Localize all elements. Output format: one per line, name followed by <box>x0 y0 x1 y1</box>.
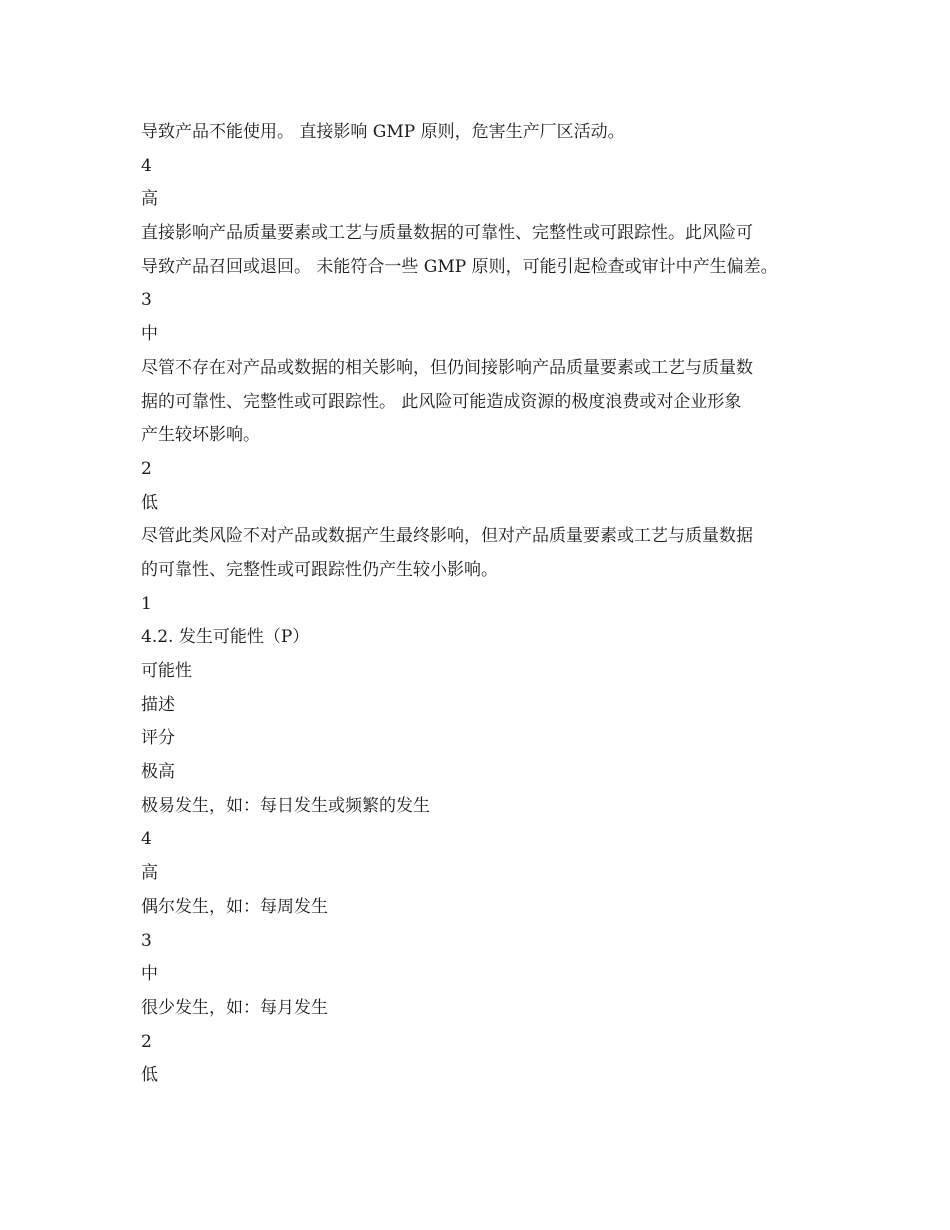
text-line: 的可靠性、完整性或可跟踪性仍产生较小影响。 <box>141 559 498 580</box>
text-line: 直接影响产品质量要素或工艺与质量数据的可靠性、完整性或可跟踪性。此风险可 <box>141 223 753 244</box>
score-value: 1 <box>141 593 152 614</box>
probability-level: 低 <box>141 1065 158 1086</box>
probability-level: 极高 <box>141 762 175 783</box>
text-line: 很少发生，如：每月发生 <box>141 997 328 1018</box>
text-line: 导致产品不能使用。 直接影响 GMP 原则，危害生产厂区活动。 <box>141 122 625 142</box>
table-header-probability: 可能性 <box>141 661 192 681</box>
score-value: 2 <box>141 1031 152 1052</box>
probability-level: 中 <box>141 964 158 985</box>
section-heading: 4.2. 发生可能性（P） <box>141 627 310 648</box>
score-value: 3 <box>141 930 152 951</box>
score-value: 3 <box>141 290 152 311</box>
text-line: 导致产品召回或退回。 未能符合一些 GMP 原则，可能引起检查或审计中产生偏差。 <box>141 256 778 277</box>
table-header-score: 评分 <box>141 728 175 749</box>
probability-level: 高 <box>141 863 158 884</box>
severity-level: 高 <box>141 189 158 210</box>
severity-level: 低 <box>141 492 158 513</box>
text-line: 尽管不存在对产品或数据的相关影响，但仍间接影响产品质量要素或工艺与质量数 <box>141 357 753 378</box>
text-line: 产生较坏影响。 <box>141 425 260 446</box>
text-line: 极易发生，如：每日发生或频繁的发生 <box>141 795 430 816</box>
score-value: 4 <box>141 829 152 850</box>
text-line: 尽管此类风险不对产品或数据产生最终影响，但对产品质量要素或工艺与质量数据 <box>141 526 753 547</box>
severity-level: 中 <box>141 324 158 345</box>
document-body <box>141 116 831 1093</box>
score-value: 4 <box>141 155 152 176</box>
score-value: 2 <box>141 458 152 479</box>
table-header-description: 描述 <box>141 694 175 715</box>
text-line: 据的可靠性、完整性或可跟踪性。 此风险可能造成资源的极度浪费或对企业形象 <box>141 391 742 412</box>
text-line: 偶尔发生，如：每周发生 <box>141 896 328 917</box>
